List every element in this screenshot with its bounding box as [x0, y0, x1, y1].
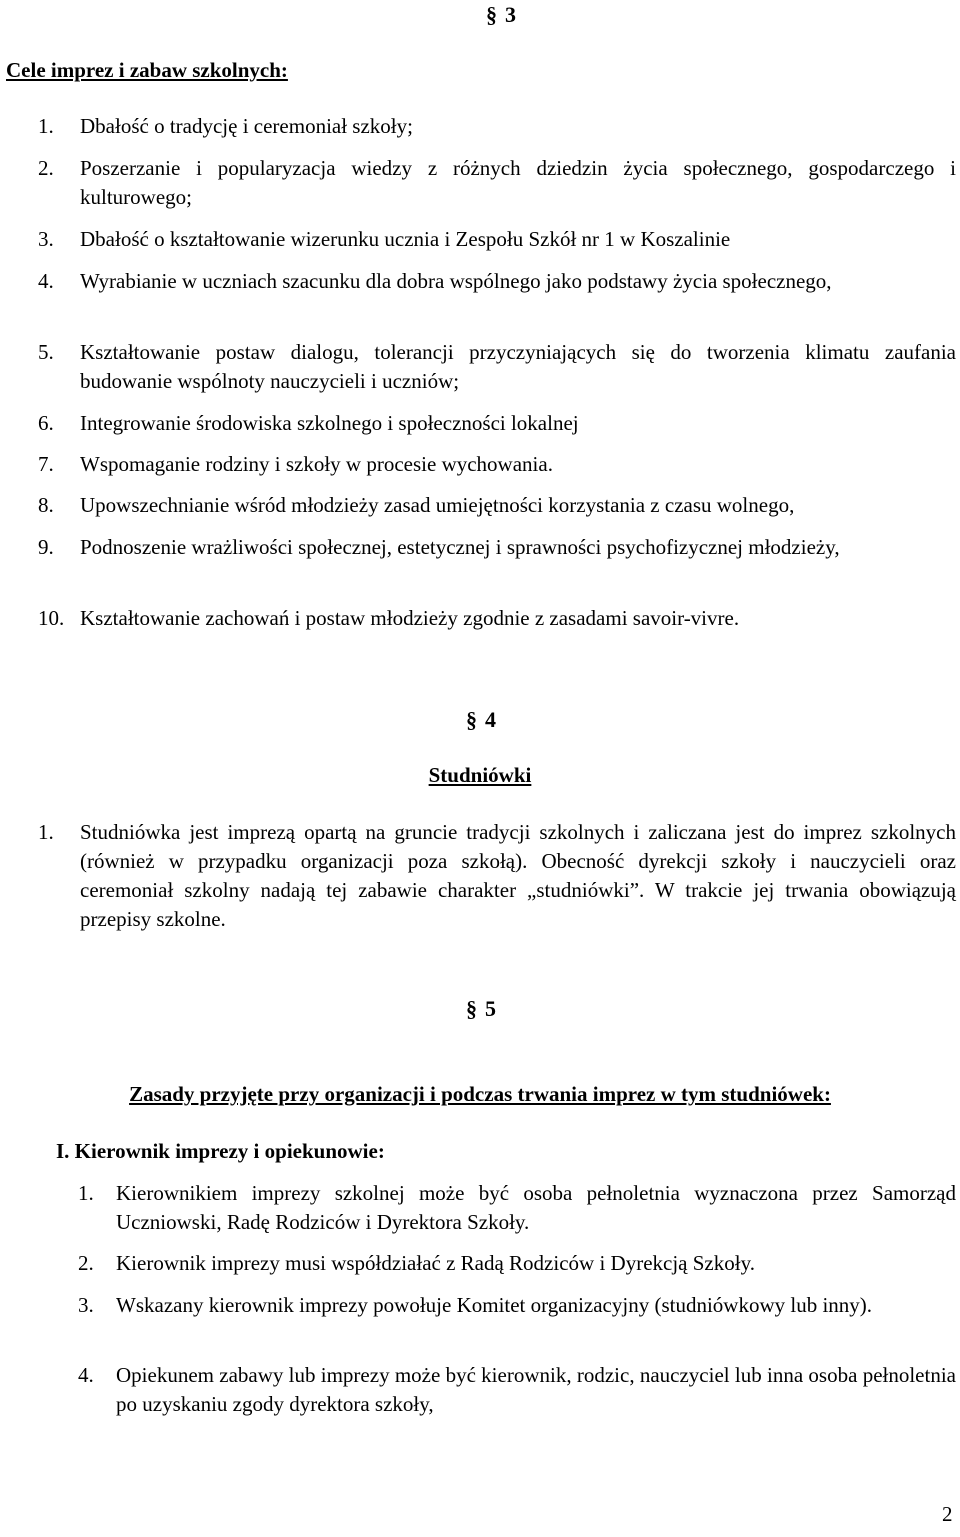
list-item [38, 154, 956, 225]
item-number: 7. [38, 452, 54, 476]
list-item [38, 818, 956, 934]
list-item [38, 533, 956, 604]
item-number: 10. [38, 606, 65, 630]
item-number: 6. [38, 411, 54, 435]
list-item [38, 338, 956, 409]
section-symbol: § [466, 707, 477, 732]
item-number: 1. [38, 114, 54, 138]
item-text: Kierownikiem imprezy szkolnej może być osoba pełnoletnia wyznaczona przez Samorząd Uczniowski, Radę Rodziców i Dyrektora Szkoły. [116, 1181, 956, 1234]
item-text: Opiekunem zabawy lub imprezy może być kierownik, rodzic, nauczyciel lub inna osoba pełnoletnia po uzyskaniu zgody dyrektora szkoły, [116, 1363, 956, 1416]
item-text: Kierownik imprezy musi współdziałać z Radą Rodziców i Dyrekcją Szkoły. [116, 1251, 755, 1275]
item-number: 1. [38, 820, 54, 844]
item-text: Dbałość o kształtowanie wizerunku ucznia i Zespołu Szkół nr 1 w Koszalinie [80, 227, 731, 251]
section-5-heading: Zasady przyjęte przy organizacji i podczas trwania imprez w tym studniówek: [129, 1082, 831, 1106]
section-4-heading: Studniówki [428, 763, 532, 787]
item-text: Dbałość o tradycję i ceremoniał szkoły; [80, 114, 413, 138]
item-text: Wyrabianie w uczniach szacunku dla dobra wspólnego jako podstawy życia społecznego, [80, 269, 832, 293]
list-item [78, 1291, 956, 1361]
section-5-list [78, 1179, 956, 1419]
section-4-number [466, 705, 496, 734]
section-5-number [466, 994, 496, 1023]
item-number: 8. [38, 493, 54, 517]
list-item [38, 604, 956, 640]
item-number: 1. [78, 1181, 94, 1205]
item-number: 4. [78, 1363, 94, 1387]
list-item [38, 267, 956, 338]
section-symbol: § [466, 996, 477, 1021]
section-3-heading: Cele imprez i zabaw szkolnych: [6, 58, 288, 82]
section-3-list [38, 112, 956, 640]
list-item [38, 112, 956, 154]
section-number: 5 [485, 996, 496, 1021]
item-number: 3. [38, 227, 54, 251]
page-number: 2 [942, 1502, 953, 1526]
section-4-list [38, 818, 956, 934]
section-number: 4 [485, 707, 496, 732]
section-symbol: § [486, 2, 497, 27]
item-number: 4. [38, 269, 54, 293]
item-text: Kształtowanie zachowań i postaw młodzieży zgodnie z zasadami savoir-vivre. [80, 606, 740, 630]
section-number: 3 [505, 2, 516, 27]
item-text: Studniówka jest imprezą opartą na gruncie tradycji szkolnych i zaliczana jest do imprez szkolnych (również w przypadku organizacji poza szkołą). Obecność dyrekcji szkoły i nauczycieli oraz ceremoniał szkolny nadają tej zabawie charakter „studniówki”. W trakcie jej trwania obowiązują przepisy szkolne. [80, 820, 956, 931]
list-item [38, 450, 956, 491]
list-item [78, 1179, 956, 1249]
item-text: Podnoszenie wrażliwości społecznej, estetycznej i sprawności psychofizycznej młodzieży, [80, 535, 840, 559]
list-item [78, 1361, 956, 1419]
item-number: 9. [38, 535, 54, 559]
item-text: Wskazany kierownik imprezy powołuje Komitet organizacyjny (studniówkowy lub inny). [116, 1293, 873, 1317]
item-text: Poszerzanie i popularyzacja wiedzy z różnych dziedzin życia społecznego, gospodarczego i kulturowego; [80, 156, 956, 209]
item-number: 2. [38, 156, 54, 180]
item-text: Integrowanie środowiska szkolnego i społeczności lokalnej [80, 411, 579, 435]
item-text: Wspomaganie rodziny i szkoły w procesie wychowania. [80, 452, 553, 476]
list-item [38, 409, 956, 450]
section-5-subheading: I. Kierownik imprezy i opiekunowie: [56, 1139, 385, 1163]
item-text: Kształtowanie postaw dialogu, tolerancji przyczyniających się do tworzenia klimatu zaufania budowanie wspólnoty nauczycieli i uczniów; [80, 340, 956, 393]
item-text: Upowszechnianie wśród młodzieży zasad umiejętności korzystania z czasu wolnego, [80, 493, 795, 517]
list-item [38, 225, 956, 267]
list-item [38, 491, 956, 533]
list-item [78, 1249, 956, 1291]
item-number: 3. [78, 1293, 94, 1317]
section-3-number [486, 0, 516, 29]
item-number: 2. [78, 1251, 94, 1275]
item-number: 5. [38, 340, 54, 364]
